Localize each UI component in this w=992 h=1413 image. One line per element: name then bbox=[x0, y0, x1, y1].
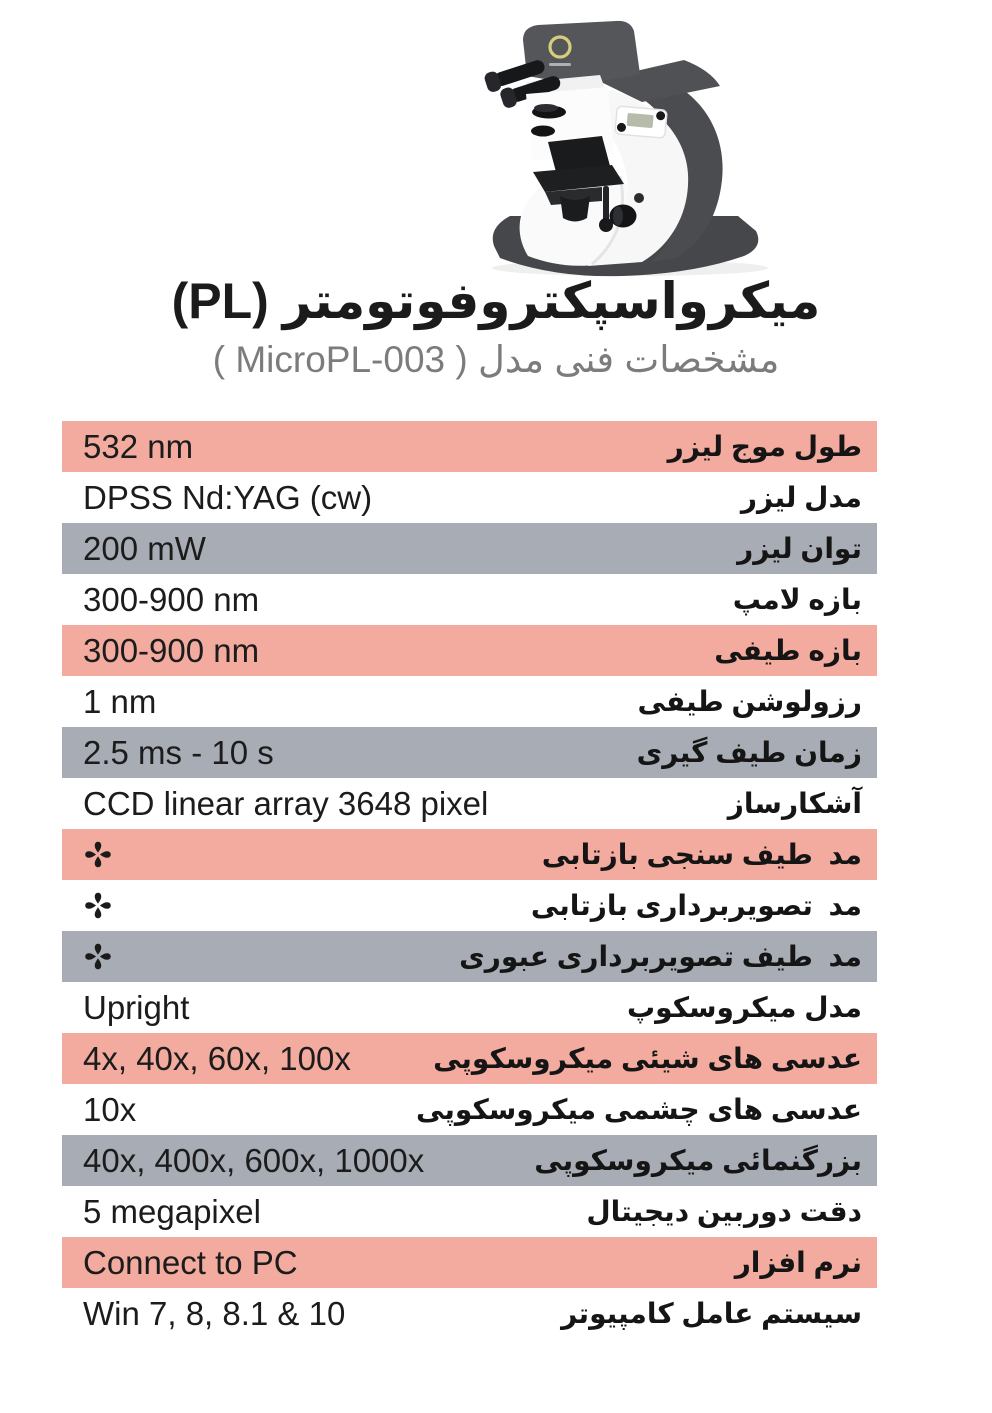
spec-value: Connect to PC bbox=[83, 1243, 298, 1281]
spec-value: 532 nm bbox=[83, 427, 194, 465]
spec-row bbox=[62, 472, 877, 523]
spec-label: آشکارساز bbox=[727, 788, 862, 819]
spec-row bbox=[62, 625, 877, 676]
spec-label: زمان طیف گیری bbox=[636, 737, 862, 768]
spec-row bbox=[62, 931, 877, 982]
spec-row bbox=[62, 829, 877, 880]
spec-table bbox=[62, 421, 877, 1339]
page-subtitle: مشخصات فنی مدل ( MicroPL-003 ) bbox=[212, 339, 780, 380]
spec-label: نرم افزار bbox=[734, 1247, 862, 1278]
four-petal-asterisk-icon bbox=[83, 887, 113, 924]
spec-value: CCD linear array 3648 pixel bbox=[83, 784, 489, 822]
spec-label: توان لیزر bbox=[737, 533, 862, 564]
spec-label: بازه طیفی bbox=[714, 635, 862, 666]
page-title: میکرواسپکتروفوتومتر (PL) bbox=[171, 273, 821, 329]
spec-row bbox=[62, 1033, 877, 1084]
spec-row bbox=[62, 421, 877, 472]
spec-label: بزرگنمائی میکروسکوپی bbox=[534, 1145, 862, 1176]
spec-value-check bbox=[83, 887, 113, 924]
spec-row bbox=[62, 727, 877, 778]
spec-label: بازه لامپ bbox=[732, 584, 862, 615]
spec-value: 2.5 ms - 10 s bbox=[83, 733, 274, 771]
spec-label: مدل لیزر bbox=[740, 482, 862, 513]
microscope-image bbox=[470, 18, 780, 280]
microscope-illustration bbox=[470, 18, 780, 280]
four-petal-asterisk-icon bbox=[83, 938, 113, 975]
four-petal-asterisk-icon bbox=[83, 836, 113, 873]
spec-label: سیستم عامل کامپیوتر bbox=[561, 1298, 862, 1329]
spec-row bbox=[62, 1186, 877, 1237]
spec-value: DPSS Nd:YAG (cw) bbox=[83, 478, 373, 516]
spec-row bbox=[62, 1288, 877, 1339]
spec-row bbox=[62, 1135, 877, 1186]
spec-row bbox=[62, 778, 877, 829]
spec-label: دقت دوربین دیجیتال bbox=[586, 1196, 862, 1227]
spec-value: 300-900 nm bbox=[83, 580, 260, 618]
spec-value: 40x, 400x, 600x, 1000x bbox=[83, 1141, 425, 1179]
spec-row bbox=[62, 1237, 877, 1288]
spec-value-check bbox=[83, 836, 113, 873]
spec-value: 300-900 nm bbox=[83, 631, 260, 669]
spec-label: عدسی های چشمی میکروسکوپی bbox=[416, 1094, 862, 1125]
spec-row bbox=[62, 880, 877, 931]
spec-label: رزولوشن طیفی bbox=[637, 686, 862, 717]
spec-label: عدسی های شیئی میکروسکوپی bbox=[433, 1043, 862, 1074]
spec-label: مد طیف تصویربرداری عبوری bbox=[459, 941, 862, 972]
spec-row bbox=[62, 676, 877, 727]
spec-value: 1 nm bbox=[83, 682, 157, 720]
spec-row bbox=[62, 1084, 877, 1135]
spec-value: 10x bbox=[83, 1090, 137, 1128]
spec-label: مدل میکروسکوپ bbox=[627, 992, 862, 1023]
spec-row bbox=[62, 523, 877, 574]
spec-value: Upright bbox=[83, 988, 190, 1026]
spec-row bbox=[62, 982, 877, 1033]
spec-label: مد تصویربرداری بازتابی bbox=[530, 890, 862, 921]
spec-value: 4x, 40x, 60x, 100x bbox=[83, 1039, 351, 1077]
spec-value: 200 mW bbox=[83, 529, 206, 567]
spec-label: طول موج لیزر bbox=[667, 431, 862, 462]
spec-value-check bbox=[83, 938, 113, 975]
spec-value: 5 megapixel bbox=[83, 1192, 261, 1230]
spec-label: مد طیف سنجی بازتابی bbox=[541, 839, 862, 870]
spec-value: Win 7, 8, 8.1 & 10 bbox=[83, 1294, 346, 1332]
spec-row bbox=[62, 574, 877, 625]
